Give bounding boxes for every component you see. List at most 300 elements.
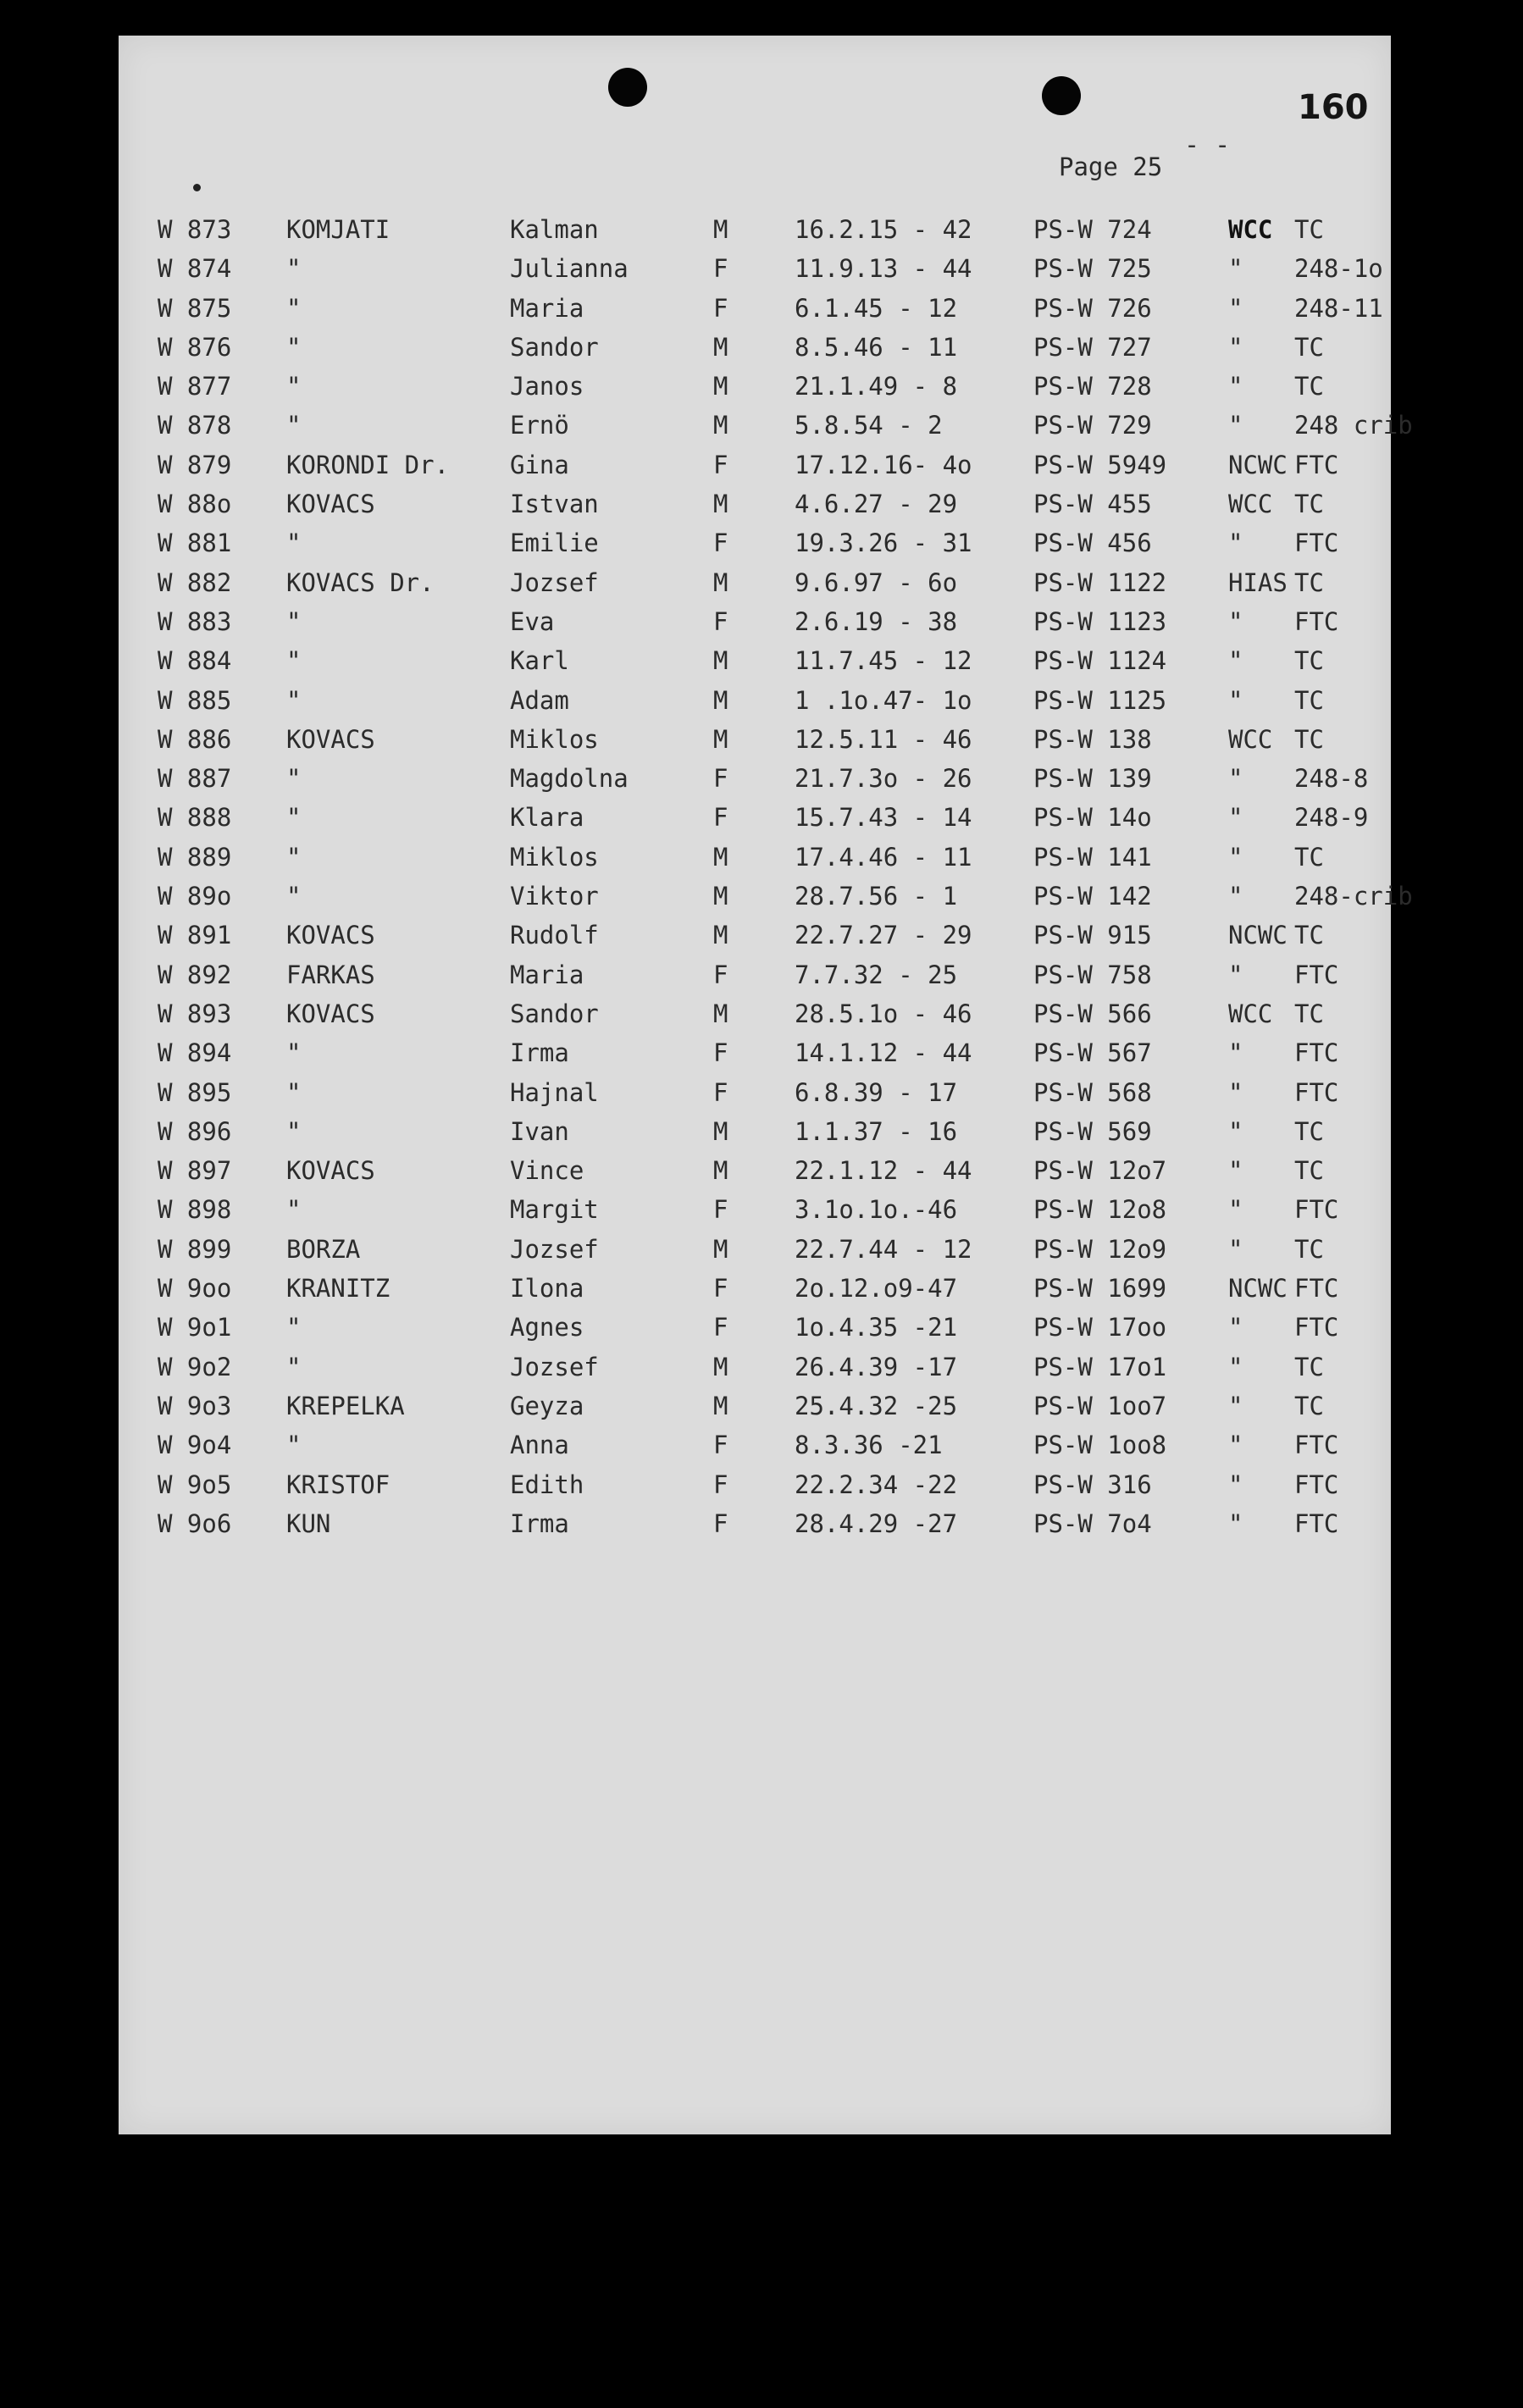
record-id: W 889	[158, 842, 232, 872]
record-status: TC	[1294, 372, 1324, 401]
record-given: Edith	[510, 1470, 584, 1499]
record-agency: "	[1228, 1508, 1243, 1538]
record-surname: "	[286, 372, 302, 401]
record-birth: 22.2.34 -22	[795, 1470, 958, 1499]
record-row	[158, 759, 1391, 798]
record-row	[158, 681, 1391, 720]
record-agency: NCWC	[1228, 1274, 1288, 1304]
record-birth: 17.4.46 - 11	[795, 842, 972, 872]
record-case: PS-W 17oo	[1033, 1313, 1167, 1342]
record-birth: 26.4.39 -17	[795, 1352, 958, 1381]
record-row	[158, 1151, 1391, 1190]
record-surname: KOVACS	[286, 1156, 375, 1186]
record-surname: "	[286, 293, 302, 323]
record-row	[158, 1387, 1391, 1425]
record-agency: "	[1228, 1313, 1243, 1342]
record-case: PS-W 569	[1033, 1116, 1152, 1146]
record-row	[158, 1230, 1391, 1269]
record-agency: "	[1228, 842, 1243, 872]
record-status: FTC	[1294, 450, 1339, 479]
record-id: W 877	[158, 372, 232, 401]
record-id: W 876	[158, 332, 232, 362]
record-given: Ilona	[510, 1274, 584, 1304]
record-id: W 891	[158, 921, 232, 950]
record-birth: 19.3.26 - 31	[795, 529, 972, 558]
record-row	[158, 406, 1413, 445]
record-sex: F	[713, 254, 728, 284]
record-sex: M	[713, 842, 728, 872]
record-status: 248-11	[1294, 293, 1383, 323]
records-list	[158, 210, 1413, 1543]
record-sex: M	[713, 921, 728, 950]
record-surname: KRISTOF	[286, 1470, 390, 1499]
record-case: PS-W 142	[1033, 882, 1152, 911]
record-agency: "	[1228, 1077, 1243, 1107]
record-case: PS-W 567	[1033, 1038, 1152, 1068]
record-id: W 893	[158, 999, 232, 1028]
record-given: Jozsef	[510, 1234, 599, 1264]
record-row	[158, 1269, 1391, 1308]
record-row	[158, 328, 1391, 367]
record-row	[158, 955, 1391, 994]
record-status: TC	[1294, 567, 1324, 597]
record-status: FTC	[1294, 1508, 1339, 1538]
record-case: PS-W 316	[1033, 1470, 1152, 1499]
record-case: PS-W 455	[1033, 490, 1152, 519]
record-case: PS-W 728	[1033, 372, 1152, 401]
record-sex: F	[713, 1470, 728, 1499]
record-given: Emilie	[510, 529, 599, 558]
record-sex: F	[713, 606, 728, 636]
record-birth: 8.3.36 -21	[795, 1431, 943, 1460]
record-row	[158, 1073, 1391, 1112]
record-given: Sandor	[510, 332, 599, 362]
record-birth: 7.7.32 - 25	[795, 960, 958, 989]
record-sex: M	[713, 1234, 728, 1264]
record-status: FTC	[1294, 529, 1339, 558]
record-agency: "	[1228, 646, 1243, 676]
record-agency: "	[1228, 332, 1243, 362]
record-birth: 28.5.1o - 46	[795, 999, 972, 1028]
record-surname: "	[286, 685, 302, 715]
record-sex: F	[713, 960, 728, 989]
record-case: PS-W 729	[1033, 411, 1152, 440]
record-sex: F	[713, 1195, 728, 1225]
record-surname: KOVACS	[286, 724, 375, 754]
record-given: Magdolna	[510, 764, 629, 794]
record-birth: 1 .1o.47- 1o	[795, 685, 972, 715]
record-agency: "	[1228, 1156, 1243, 1186]
record-agency: "	[1228, 882, 1243, 911]
record-row	[158, 1033, 1391, 1072]
record-given: Eva	[510, 606, 555, 636]
record-surname: KREPELKA	[286, 1391, 405, 1420]
punch-hole-right	[1042, 76, 1081, 115]
record-birth: 11.7.45 - 12	[795, 646, 972, 676]
record-row	[158, 994, 1391, 1033]
record-sex: M	[713, 646, 728, 676]
record-row	[158, 877, 1413, 916]
record-agency: "	[1228, 960, 1243, 989]
record-status: 248 crib	[1294, 411, 1413, 440]
record-id: W 899	[158, 1234, 232, 1264]
record-id: W 9o2	[158, 1352, 232, 1381]
record-case: PS-W 915	[1033, 921, 1152, 950]
record-surname: KUN	[286, 1508, 331, 1538]
record-row	[158, 798, 1391, 837]
record-given: Maria	[510, 960, 584, 989]
record-status: FTC	[1294, 1195, 1339, 1225]
record-agency: NCWC	[1228, 450, 1288, 479]
record-surname: KORONDI Dr.	[286, 450, 450, 479]
record-surname: "	[286, 1116, 302, 1146]
record-surname: "	[286, 1195, 302, 1225]
record-id: W 9o6	[158, 1508, 232, 1538]
record-case: PS-W 566	[1033, 999, 1152, 1028]
record-case: PS-W 12o9	[1033, 1234, 1167, 1264]
record-status: 248-8	[1294, 764, 1369, 794]
record-given: Anna	[510, 1431, 569, 1460]
record-birth: 1.1.37 - 16	[795, 1116, 958, 1146]
record-id: W 873	[158, 215, 232, 244]
record-case: PS-W 1124	[1033, 646, 1167, 676]
record-surname: "	[286, 764, 302, 794]
record-given: Istvan	[510, 490, 599, 519]
record-status: TC	[1294, 685, 1324, 715]
record-agency: "	[1228, 764, 1243, 794]
record-id: W 9o4	[158, 1431, 232, 1460]
record-id: W 9oo	[158, 1274, 232, 1304]
record-birth: 22.1.12 - 44	[795, 1156, 972, 1186]
record-birth: 28.7.56 - 1	[795, 882, 958, 911]
record-sex: F	[713, 764, 728, 794]
record-row	[158, 1112, 1391, 1151]
record-given: Hajnal	[510, 1077, 599, 1107]
record-status: FTC	[1294, 960, 1339, 989]
record-status: FTC	[1294, 1038, 1339, 1068]
record-sex: F	[713, 1313, 728, 1342]
record-sex: F	[713, 1038, 728, 1068]
record-case: PS-W 17o1	[1033, 1352, 1167, 1381]
record-status: FTC	[1294, 1313, 1339, 1342]
ink-dot	[193, 184, 201, 191]
record-sex: F	[713, 293, 728, 323]
record-sex: M	[713, 372, 728, 401]
record-status: TC	[1294, 842, 1324, 872]
record-row	[158, 720, 1391, 759]
page-label: Page 25	[1059, 152, 1163, 181]
record-birth: 28.4.29 -27	[795, 1508, 958, 1538]
record-sex: M	[713, 882, 728, 911]
record-surname: "	[286, 882, 302, 911]
record-sex: M	[713, 1391, 728, 1420]
record-birth: 2.6.19 - 38	[795, 606, 958, 636]
record-birth: 21.7.3o - 26	[795, 764, 972, 794]
record-sex: M	[713, 999, 728, 1028]
record-surname: "	[286, 332, 302, 362]
record-birth: 6.8.39 - 17	[795, 1077, 958, 1107]
record-given: Viktor	[510, 882, 599, 911]
record-agency: WCC	[1228, 999, 1273, 1028]
record-agency: "	[1228, 293, 1243, 323]
record-birth: 16.2.15 - 42	[795, 215, 972, 244]
record-row	[158, 641, 1391, 680]
record-sex: M	[713, 411, 728, 440]
record-id: W 879	[158, 450, 232, 479]
record-agency: "	[1228, 372, 1243, 401]
record-agency: "	[1228, 529, 1243, 558]
record-row	[158, 1465, 1391, 1504]
record-birth: 14.1.12 - 44	[795, 1038, 972, 1068]
record-birth: 9.6.97 - 6o	[795, 567, 958, 597]
record-status: TC	[1294, 332, 1324, 362]
record-status: TC	[1294, 1234, 1324, 1264]
record-status: TC	[1294, 724, 1324, 754]
record-status: FTC	[1294, 1274, 1339, 1304]
record-row	[158, 523, 1391, 562]
record-status: FTC	[1294, 1431, 1339, 1460]
record-row	[158, 1190, 1391, 1229]
document-sheet	[119, 36, 1413, 2134]
record-id: W 874	[158, 254, 232, 284]
record-surname: "	[286, 1313, 302, 1342]
record-id: W 89o	[158, 882, 232, 911]
record-given: Kalman	[510, 215, 599, 244]
record-row	[158, 289, 1391, 328]
record-case: PS-W 141	[1033, 842, 1152, 872]
record-status: TC	[1294, 999, 1324, 1028]
record-surname: "	[286, 646, 302, 676]
record-sex: M	[713, 215, 728, 244]
record-id: W 896	[158, 1116, 232, 1146]
record-id: W 886	[158, 724, 232, 754]
record-row	[158, 484, 1391, 523]
record-case: PS-W 1oo8	[1033, 1431, 1167, 1460]
record-birth: 4.6.27 - 29	[795, 490, 958, 519]
record-birth: 8.5.46 - 11	[795, 332, 958, 362]
record-birth: 6.1.45 - 12	[795, 293, 958, 323]
record-row	[158, 210, 1391, 249]
record-given: Adam	[510, 685, 569, 715]
record-surname: KRANITZ	[286, 1274, 390, 1304]
record-given: Janos	[510, 372, 584, 401]
record-case: PS-W 139	[1033, 764, 1152, 794]
record-surname: "	[286, 842, 302, 872]
record-status: TC	[1294, 1391, 1324, 1420]
record-surname: "	[286, 1352, 302, 1381]
record-case: PS-W 1125	[1033, 685, 1167, 715]
record-agency: "	[1228, 254, 1243, 284]
record-surname: "	[286, 803, 302, 833]
record-agency: "	[1228, 1116, 1243, 1146]
record-row	[158, 916, 1391, 955]
record-row	[158, 1308, 1391, 1347]
record-birth: 22.7.27 - 29	[795, 921, 972, 950]
record-id: W 895	[158, 1077, 232, 1107]
record-given: Jozsef	[510, 567, 599, 597]
record-surname: KOVACS	[286, 921, 375, 950]
record-given: Vince	[510, 1156, 584, 1186]
record-agency: "	[1228, 803, 1243, 833]
record-agency: WCC	[1228, 490, 1273, 519]
record-id: W 888	[158, 803, 232, 833]
record-status: 248-1o	[1294, 254, 1383, 284]
record-birth: 5.8.54 - 2	[795, 411, 943, 440]
record-id: W 882	[158, 567, 232, 597]
record-case: PS-W 138	[1033, 724, 1152, 754]
record-sex: M	[713, 1116, 728, 1146]
record-case: PS-W 758	[1033, 960, 1152, 989]
pencil-mark: - -	[1184, 130, 1231, 160]
record-sex: F	[713, 1431, 728, 1460]
record-surname: "	[286, 1038, 302, 1068]
record-row	[158, 446, 1391, 484]
record-case: PS-W 1123	[1033, 606, 1167, 636]
record-case: PS-W 12o8	[1033, 1195, 1167, 1225]
record-surname: "	[286, 529, 302, 558]
record-surname: "	[286, 1431, 302, 1460]
record-status: TC	[1294, 1116, 1324, 1146]
record-given: Ernö	[510, 411, 569, 440]
record-agency: "	[1228, 1038, 1243, 1068]
record-case: PS-W 727	[1033, 332, 1152, 362]
record-surname: "	[286, 1077, 302, 1107]
record-row	[158, 249, 1391, 288]
record-case: PS-W 14o	[1033, 803, 1152, 833]
record-birth: 25.4.32 -25	[795, 1391, 958, 1420]
record-row	[158, 367, 1391, 406]
record-agency: "	[1228, 685, 1243, 715]
record-status: 248-crib	[1294, 882, 1413, 911]
record-birth: 3.1o.1o.-46	[795, 1195, 958, 1225]
record-id: W 884	[158, 646, 232, 676]
record-status: FTC	[1294, 1470, 1339, 1499]
record-given: Agnes	[510, 1313, 584, 1342]
record-birth: 15.7.43 - 14	[795, 803, 972, 833]
record-agency: "	[1228, 1234, 1243, 1264]
record-birth: 1o.4.35 -21	[795, 1313, 958, 1342]
record-status: TC	[1294, 1352, 1324, 1381]
record-id: W 881	[158, 529, 232, 558]
record-surname: FARKAS	[286, 960, 375, 989]
record-surname: KOVACS	[286, 999, 375, 1028]
record-case: PS-W 726	[1033, 293, 1152, 323]
record-given: Jozsef	[510, 1352, 599, 1381]
record-agency: "	[1228, 606, 1243, 636]
record-sex: M	[713, 490, 728, 519]
record-sex: M	[713, 567, 728, 597]
record-given: Gina	[510, 450, 569, 479]
record-agency: "	[1228, 1391, 1243, 1420]
record-sex: M	[713, 1352, 728, 1381]
record-birth: 12.5.11 - 46	[795, 724, 972, 754]
record-row	[158, 563, 1391, 602]
record-given: Sandor	[510, 999, 599, 1028]
record-surname: KOMJATI	[286, 215, 390, 244]
record-id: W 887	[158, 764, 232, 794]
record-id: W 88o	[158, 490, 232, 519]
record-given: Irma	[510, 1038, 569, 1068]
record-status: 248-9	[1294, 803, 1369, 833]
record-case: PS-W 725	[1033, 254, 1152, 284]
record-id: W 897	[158, 1156, 232, 1186]
record-row	[158, 1425, 1391, 1464]
record-status: TC	[1294, 215, 1324, 244]
record-birth: 22.7.44 - 12	[795, 1234, 972, 1264]
record-given: Geyza	[510, 1391, 584, 1420]
record-id: W 885	[158, 685, 232, 715]
record-case: PS-W 7o4	[1033, 1508, 1152, 1538]
record-sex: F	[713, 1274, 728, 1304]
record-id: W 883	[158, 606, 232, 636]
record-case: PS-W 456	[1033, 529, 1152, 558]
record-agency: WCC	[1228, 215, 1273, 244]
record-row	[158, 602, 1391, 641]
record-case: PS-W 568	[1033, 1077, 1152, 1107]
record-sex: F	[713, 529, 728, 558]
record-row	[158, 1504, 1391, 1543]
record-sex: F	[713, 1077, 728, 1107]
record-status: TC	[1294, 921, 1324, 950]
record-agency: NCWC	[1228, 921, 1288, 950]
record-surname: "	[286, 254, 302, 284]
record-status: FTC	[1294, 606, 1339, 636]
record-given: Karl	[510, 646, 569, 676]
record-agency: "	[1228, 1195, 1243, 1225]
record-given: Maria	[510, 293, 584, 323]
record-sex: M	[713, 685, 728, 715]
record-agency: "	[1228, 411, 1243, 440]
record-agency: "	[1228, 1352, 1243, 1381]
page-stamp-number: 160	[1298, 88, 1369, 127]
record-id: W 875	[158, 293, 232, 323]
record-surname: BORZA	[286, 1234, 361, 1264]
record-sex: M	[713, 724, 728, 754]
record-birth: 11.9.13 - 44	[795, 254, 972, 284]
record-id: W 9o1	[158, 1313, 232, 1342]
record-sex: M	[713, 1156, 728, 1186]
record-case: PS-W 5949	[1033, 450, 1167, 479]
record-given: Irma	[510, 1508, 569, 1538]
record-case: PS-W 1699	[1033, 1274, 1167, 1304]
record-case: PS-W 1oo7	[1033, 1391, 1167, 1420]
record-given: Rudolf	[510, 921, 599, 950]
record-given: Miklos	[510, 724, 599, 754]
record-status: TC	[1294, 490, 1324, 519]
record-birth: 17.12.16- 4o	[795, 450, 972, 479]
record-row	[158, 1348, 1391, 1387]
record-surname: KOVACS	[286, 490, 375, 519]
record-agency: "	[1228, 1470, 1243, 1499]
record-given: Margit	[510, 1195, 599, 1225]
record-case: PS-W 1122	[1033, 567, 1167, 597]
record-surname: "	[286, 411, 302, 440]
record-agency: HIAS	[1228, 567, 1288, 597]
record-given: Miklos	[510, 842, 599, 872]
record-id: W 898	[158, 1195, 232, 1225]
record-agency: WCC	[1228, 724, 1273, 754]
record-id: W 9o5	[158, 1470, 232, 1499]
record-sex: F	[713, 450, 728, 479]
record-given: Ivan	[510, 1116, 569, 1146]
record-surname: "	[286, 606, 302, 636]
record-row	[158, 838, 1391, 877]
record-birth: 21.1.49 - 8	[795, 372, 958, 401]
record-case: PS-W 12o7	[1033, 1156, 1167, 1186]
record-status: TC	[1294, 1156, 1324, 1186]
record-status: FTC	[1294, 1077, 1339, 1107]
record-id: W 878	[158, 411, 232, 440]
